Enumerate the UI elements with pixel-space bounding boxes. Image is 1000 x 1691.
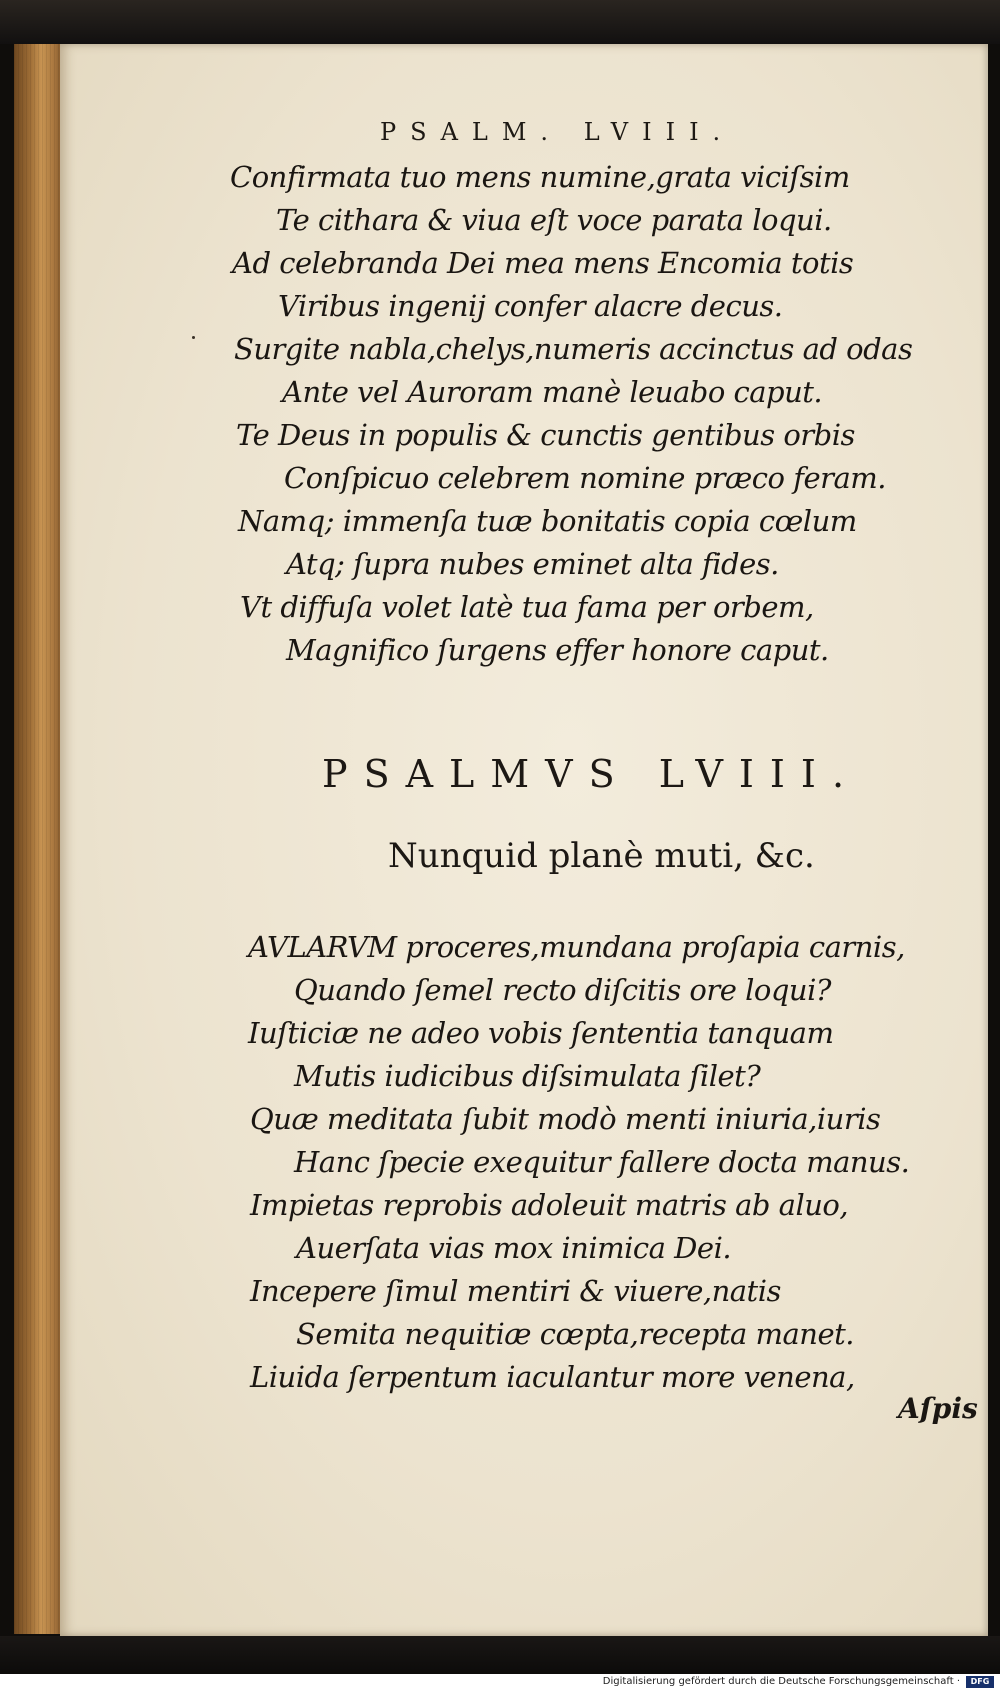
verse-line: Atq; ſupra nubes eminet alta fides. [286,547,779,581]
psalm-title: PSALMVS LVIII. [322,752,861,796]
catchword: Aſpis [898,1392,978,1425]
scan-bottom-border [0,1636,1000,1674]
verse-line: Vt diffuſa volet latè tua fama per orbem, [240,590,814,624]
verse-line: Impietas reprobis adoleuit matris ab aluo, [250,1188,849,1222]
verse-line: Incepere ſimul mentiri & viuere,natis [250,1274,781,1308]
verse-line: Viribus ingenij confer alacre decus. [278,289,783,323]
verse-line: Semita nequitiæ cœpta,recepta manet. [296,1317,855,1351]
verse-line: Auerſata vias mox inimica Dei. [296,1231,732,1265]
dfg-logo-icon: DFG [966,1676,994,1688]
verse-line: Conſpicuo celebrem nomine præco feram. [284,461,886,495]
verse-line: Namq; immenſa tuæ bonitatis copia cœlum [238,504,857,538]
verse-line: Mutis iudicibus diſsimulata ſilet? [294,1059,761,1093]
verse-line: Magnifico ſurgens effer honore caput. [286,633,829,667]
verse-line: Quæ meditata ſubit modò menti iniuria,iuris [250,1102,881,1136]
verse-line: Te Deus in populis & cunctis gentibus orbis [236,418,855,452]
verse-line: Surgite nabla,chelys,numeris accinctus ad odas [234,332,913,366]
psalm-subtitle: Nunquid planè muti, &c. [388,836,815,876]
running-head: PSALM. LVIII. [380,118,735,146]
footer-credit-text: Digitalisierung gefördert durch die Deutsche Forschungsgemeinschaft · [602,1676,960,1687]
verse-line: Ante vel Auroram manè leuabo caput. [282,375,823,409]
digitization-footer [0,1674,1000,1691]
verse-line: Te cithara & viua eſt voce parata loqui. [276,203,832,237]
ink-speck [192,336,195,339]
verse-line: Quando ſemel recto diſcitis ore loqui? [294,973,831,1007]
verse-line: Iuſticiæ ne adeo vobis ſententia tanquam [248,1016,834,1050]
book-fore-edge [14,44,64,1634]
verse-line: AVLARVM proceres,mundana proſapia carnis, [248,930,905,964]
verse-line: Liuida ſerpentum iaculantur more venena, [250,1360,855,1394]
scan-top-border [0,0,1000,44]
verse-line: Hanc ſpecie exequitur fallere docta manus. [294,1145,910,1179]
verse-line: Confirmata tuo mens numine,grata viciſsim [230,160,850,194]
verse-line: Ad celebranda Dei mea mens Encomia totis [232,246,854,280]
